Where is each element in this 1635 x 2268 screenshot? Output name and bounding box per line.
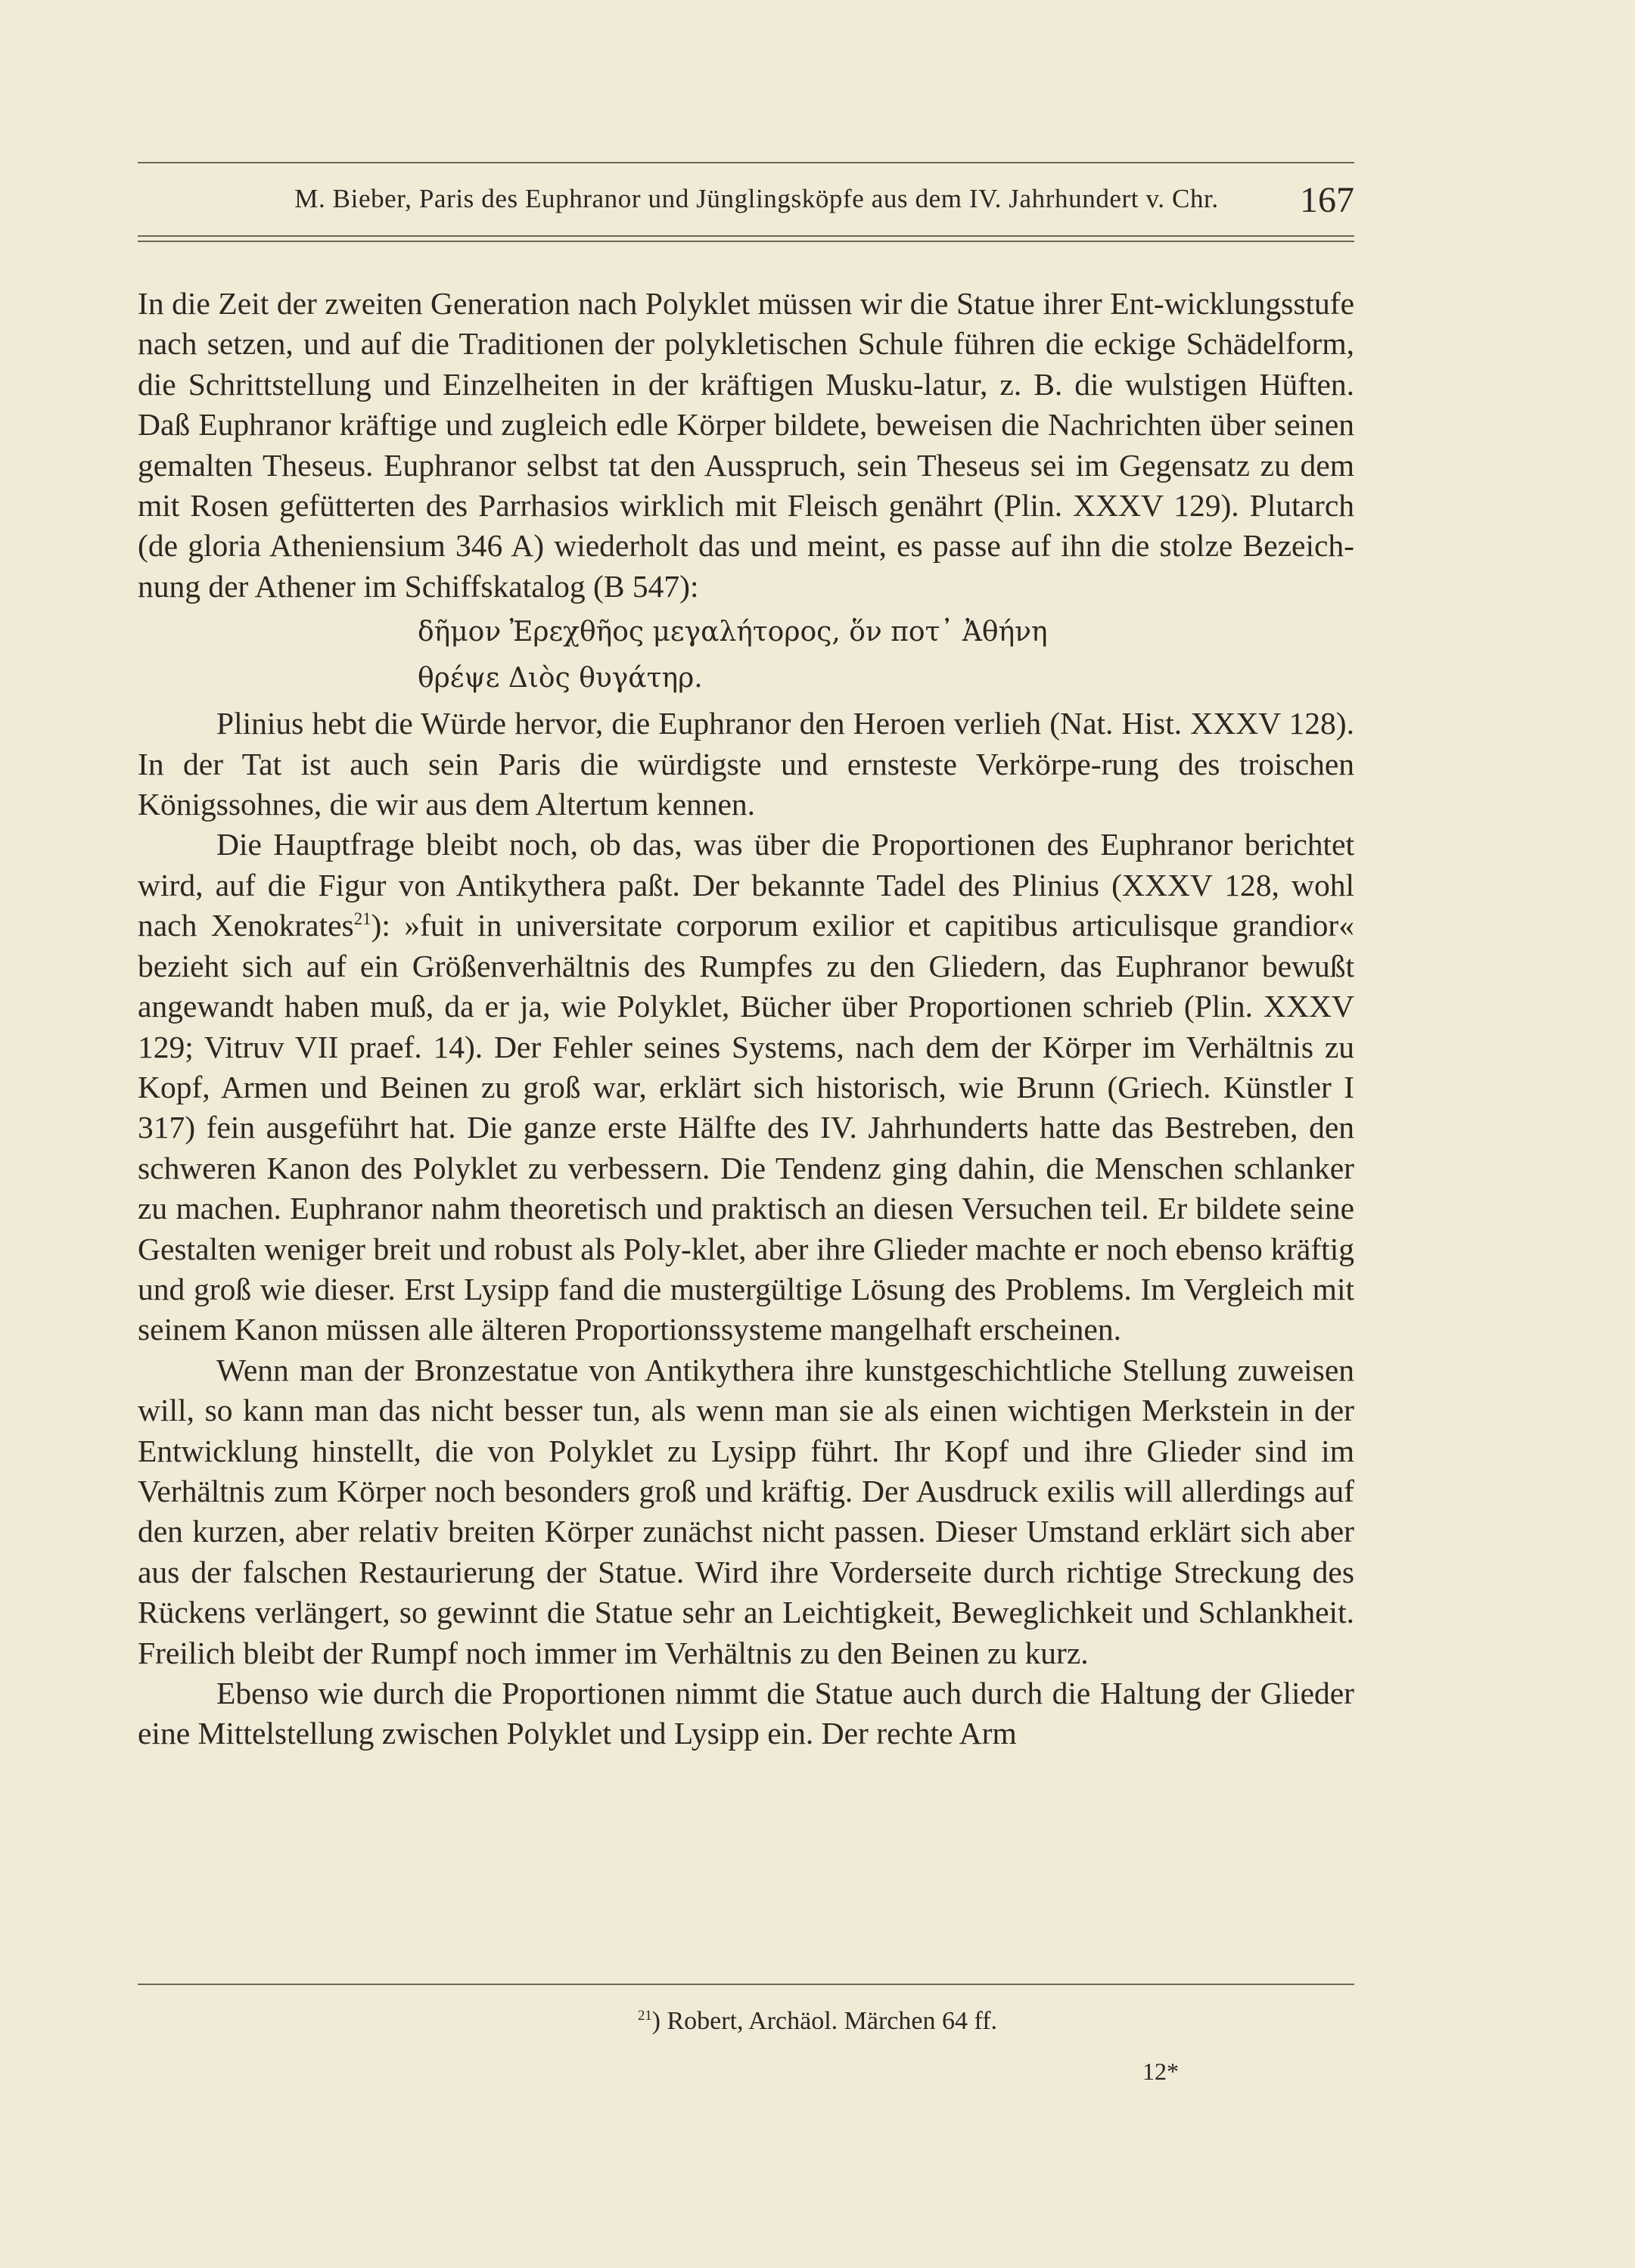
- footnote-reference[interactable]: 21: [353, 909, 371, 929]
- paragraph-4: Wenn man der Bronzestatue von Antikythera ihre kunstgeschichtliche Stellung zuweisen will, so kann man das nicht besser tun, als wenn man sie als einen wichtigen Merkstein in der Entwicklung hinstellt, die von Polyklet zu Lysipp führt. Ihr Kopf und ihre Glieder sind im Verhältnis zum Körper noch besonders groß und kräftig. Der Ausdruck exilis will allerdings auf den kurzen, aber relativ breiten Körper zunächst nicht passen. Dieser Umstand erklärt sich aber aus der falschen Restaurierung der Statue. Wird ihre Vorderseite durch richtige Streckung des Rückens verlängert, so gewinnt die Statue sehr an Leichtigkeit, Beweglichkeit und Schlankheit. Freilich bleibt der Rumpf noch immer im Verhältnis zu den Beinen zu kurz.: [138, 1352, 1354, 1670]
- greek-quote-line-1: δῆμον Ἐρεχθῆος μεγαλήτορος, ὅν ποτ᾽ Ἀθήνη: [418, 617, 1048, 648]
- body-text: [138, 284, 1354, 1754]
- footnote-marker: 21: [637, 2007, 652, 2024]
- paragraph-3: [138, 825, 1354, 1350]
- page-header: [138, 180, 1354, 229]
- page-number: 167: [1300, 180, 1354, 220]
- printer-signature: 12*: [1142, 2058, 1179, 2085]
- header-bottom-rule: [138, 235, 1354, 237]
- running-head: M. Bieber, Paris des Euphranor und Jünglingsköpfe aus dem IV. Jahrhundert v. Chr.: [294, 184, 1219, 213]
- header-bottom-rule-2: [138, 241, 1354, 242]
- paragraph-2: Plinius hebt die Würde hervor, die Euphranor den Heroen verlieh (Nat. Hist. XXXV 128). In der Tat ist auch sein Paris die würdigste und ernsteste Verkörpe-rung des troischen Königssohnes, die wir aus dem Altertum kennen.: [138, 706, 1354, 822]
- footnote: [0, 2007, 1635, 2036]
- paragraph-3-text-a: Die Hauptfrage bleibt noch, ob das, was über die Proportionen des Euphranor berichtet wird, auf die Figur von Antikythera paßt. Der bekannte Tadel des Plinius (XXXV 128, wohl nach Xenokrates: [138, 827, 1354, 943]
- paragraph-1: In die Zeit der zweiten Generation nach Polyklet müssen wir die Statue ihrer Ent-wicklungsstufe nach setzen, und auf die Traditionen der polykletischen Schule führen die eckige Schädelform, die Schrittstellung und Einzelheiten in der kräftigen Musku-latur, z. B. die wulstigen Hüften. Daß Euphranor kräftige und zugleich edle Körper bildete, beweisen die Nachrichten über seinen gemalten Theseus. Euphranor selbst tat den Ausspruch, sein Theseus sei im Gegensatz zu dem mit Rosen gefütterten des Parrhasios wirklich mit Fleisch genährt (Plin. XXXV 129). Plutarch (de gloria Atheniensium 346 A) wiederholt das und meint, es passe auf ihn die stolze Bezeich-nung der Athener im Schiffskatalog (B 547):: [138, 286, 1354, 604]
- header-top-rule: [138, 162, 1354, 163]
- footnote-text: ) Robert, Archäol. Märchen 64 ff.: [651, 2007, 998, 2035]
- paragraph-3-text-b: ): »fuit in universitate corporum exilior et capitibus articulisque grandior« bezieht sich auf ein Größenverhältnis des Rumpfes zu den Gliedern, das Euphranor bewußt angewandt haben muß, da er ja, wie Polyklet, Bücher über Proportionen schrieb (Plin. XXXV 129; Vitruv VII praef. 14). Der Fehler seines Systems, nach dem der Körper im Verhältnis zu Kopf, Armen und Beinen zu groß war, erklärt sich historisch, wie Brunn (Griech. Künstler I 317) fein ausgeführt hat. Die ganze erste Hälfte des IV. Jahrhunderts hatte das Bestreben, den schweren Kanon des Polyklet zu verbessern. Die Tendenz ging dahin, die Menschen schlanker zu machen. Euphranor nahm theoretisch und praktisch an diesen Versuchen teil. Er bildete seine Gestalten weniger breit und robust als Poly-klet, aber ihre Glieder machte er noch ebenso kräftig und groß wie dieser. Erst Lysipp fand die mustergültige Lösung des Problems. Im Vergleich mit seinem Kanon müssen alle älteren Proportionssysteme mangelhaft erscheinen.: [138, 908, 1355, 1347]
- footnote-rule: [138, 1984, 1354, 1985]
- greek-quote-line-2: θρέψε Διὸς θυγάτηρ.: [418, 663, 703, 694]
- paragraph-5: Ebenso wie durch die Proportionen nimmt die Statue auch durch die Haltung der Glieder eine Mittelstellung zwischen Polyklet und Lysipp ein. Der rechte Arm: [138, 1676, 1354, 1751]
